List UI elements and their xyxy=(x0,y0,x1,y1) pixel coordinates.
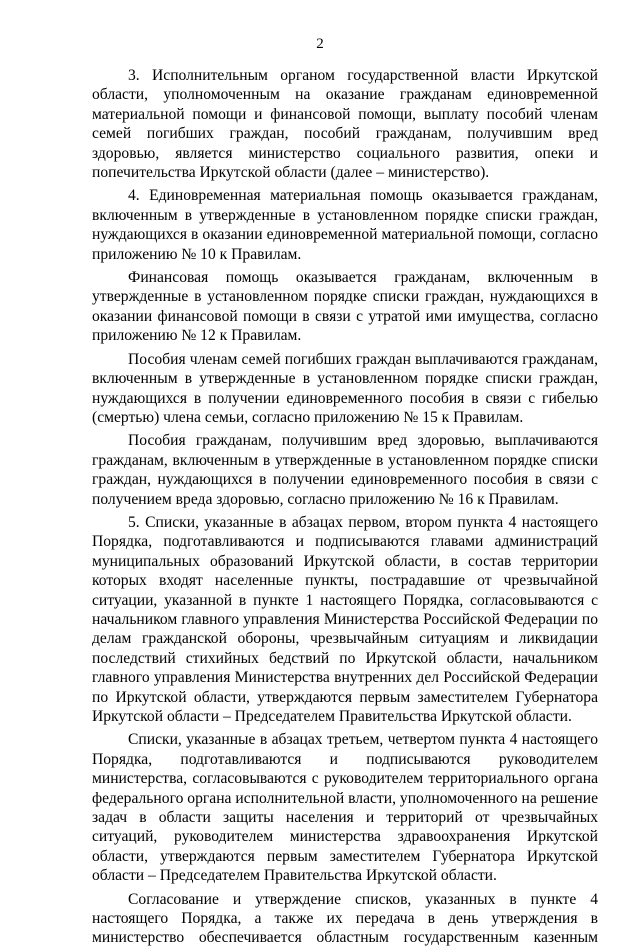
paragraph-item-3: 3. Исполнительным органом государственной власти Иркутской области, уполномоченным на оказание гражданам единовременной материальной помощи и финансовой помощи, выплату пособий членам семей погибших граждан, пособий гражданам, получившим вред здоровью, является министерство социального развития, опеки и попечительства Иркутской области (далее – министерство). xyxy=(92,67,598,182)
document-body xyxy=(92,66,598,952)
paragraph-approval: Согласование и утверждение списков, указанных в пункте 4 настоящего Порядка, а также их передача в день утверждения в министерство обеспечивается областным государственным казенным xyxy=(92,890,598,947)
page-number: 2 xyxy=(316,36,324,52)
paragraph-financial-aid: Финансовая помощь оказывается гражданам, включенным в утвержденные в установленном порядке списки граждан, нуждающихся в оказании финансовой помощи в связи с утратой ими имущества, согласно приложению № 12 к Правилам. xyxy=(92,269,598,345)
paragraph-lists-ministry: Списки, указанные в абзацах третьем, четвертом пункта 4 настоящего Порядка, подготавливаются и подписываются руководителем министерства, согласовываются с руководителем территориального органа федерального органа исполнительной власти, уполномоченного на решение задач в области защиты населения и территорий от чрезвычайных ситуаций, руководителем министерства здравоохранения Иркутской области, утверждаются первым заместителем Губернатора Иркутской области – Председателем Правительства Иркутской области. xyxy=(92,731,598,885)
paragraph-health-benefits: Пособия гражданам, получившим вред здоровью, выплачиваются гражданам, включенным в утвержденные в установленном порядке списки граждан, нуждающихся в получении единовременного пособия в связи с получением вреда здоровью, согласно приложению № 16 к Правилам. xyxy=(92,432,598,508)
paragraph-item-5: 5. Списки, указанные в абзацах первом, втором пункта 4 настоящего Порядка, подготавливаются и подписываются главами администраций муниципальных образований Иркутской области, в состав территории которых входят населенные пункты, пострадавшие от чрезвычайной ситуации, указанной в пункте 1 настоящего Порядка, согласовываются с начальником главного управления Министерства Российской Федерации по делам гражданской обороны, чрезвычайным ситуациям и ликвидации последствий стихийных бедствий по Иркутской области, начальником главного управления Министерства внутренних дел Российской Федерации по Иркутской области, утверждаются первым заместителем Губернатора Иркутской области – Председателем Правительства Иркутской области. xyxy=(92,513,598,725)
paragraph-item-4: 4. Единовременная материальная помощь оказывается гражданам, включенным в утвержденные в установленном порядке списки граждан, нуждающихся в оказании единовременной материальной помощи, согласно приложению № 10 к Правилам. xyxy=(92,187,598,263)
paragraph-family-benefits: Пособия членам семей погибших граждан выплачиваются гражданам, включенным в утвержденные в установленном порядке списки граждан, нуждающихся в получении единовременного пособия в связи с гибелью (смертью) члена семьи, согласно приложению № 15 к Правилам. xyxy=(92,350,598,426)
